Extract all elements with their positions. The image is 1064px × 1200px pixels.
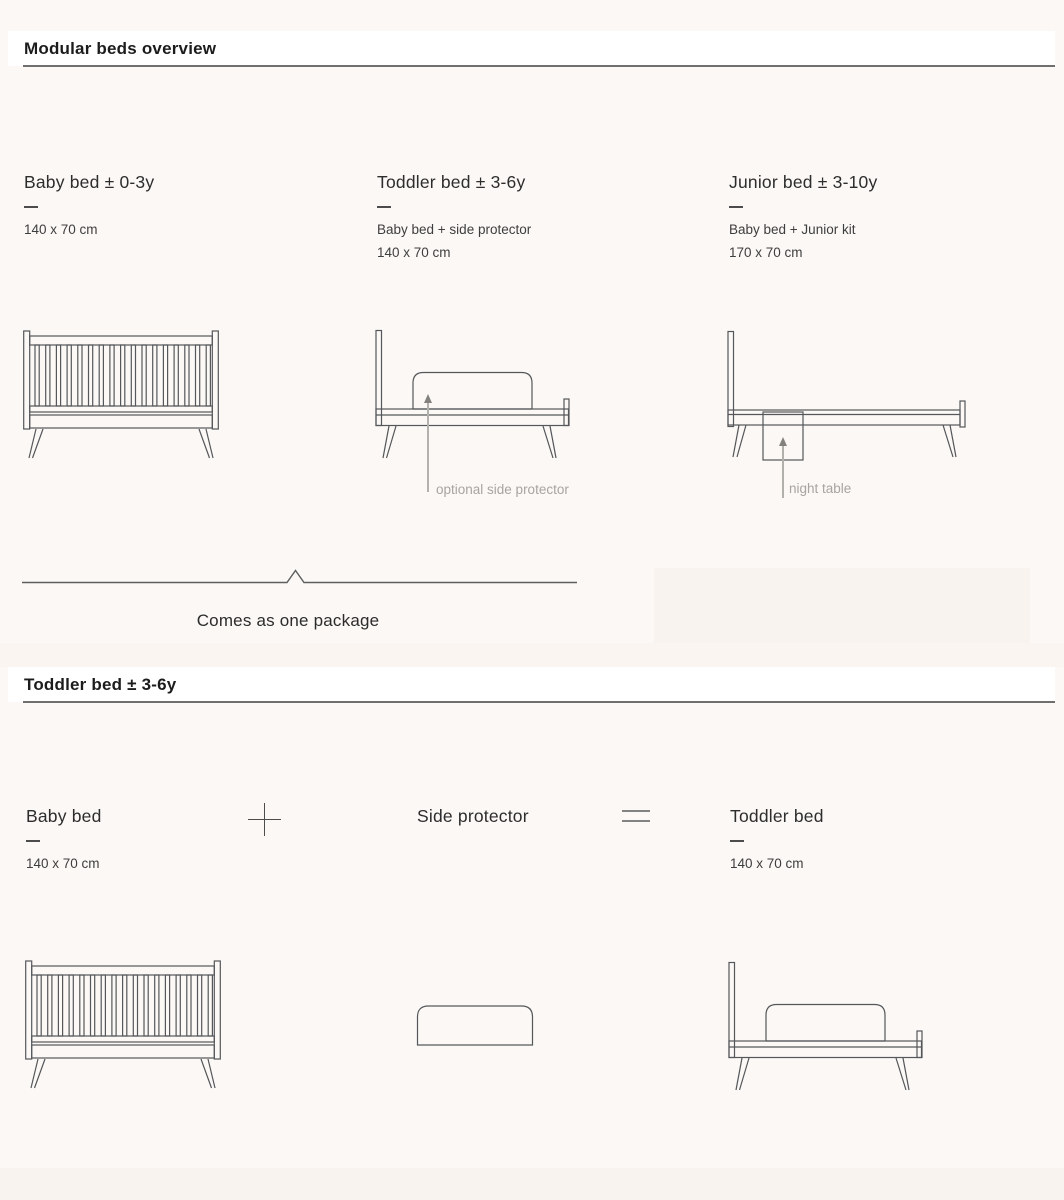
baby-crib-drawing (24, 959, 222, 1091)
part-title: Side protector (417, 806, 529, 826)
bed-size: 140 x 70 cm (24, 222, 98, 237)
package-note: Comes as one package (196, 611, 380, 630)
side-protector-arrow (421, 394, 435, 492)
part-toddler-bed (730, 806, 1060, 875)
equals-icon (622, 810, 650, 824)
part-size: 140 x 70 cm (26, 856, 100, 871)
part-baby-bed (26, 806, 356, 875)
background-tint-footer (0, 1168, 1064, 1200)
background-tint-panel (654, 568, 1030, 643)
section-rule (23, 701, 1055, 703)
section-rule (23, 65, 1055, 67)
baby-crib-drawing (22, 329, 220, 461)
part-title: Toddler bed (730, 806, 824, 826)
package-brace (22, 569, 578, 585)
part-title: Baby bed (26, 806, 102, 826)
column-baby-bed (24, 172, 354, 241)
bed-title: Junior bed ± 3-10y (729, 172, 878, 192)
heading-dash (377, 206, 391, 208)
bed-size: 170 x 70 cm (729, 245, 803, 260)
side-protector-drawing (416, 1004, 534, 1046)
column-junior-bed (729, 172, 1059, 264)
plus-icon (248, 803, 281, 836)
heading-dash (26, 840, 40, 842)
night-table-arrow (776, 437, 790, 498)
side-protector-annotation: optional side protector (436, 482, 569, 497)
arrow-stem (782, 446, 783, 498)
section-title: Toddler bed ± 3-6y (24, 675, 177, 694)
arrow-up-icon (424, 394, 432, 403)
night-table-annotation: night table (789, 481, 852, 496)
heading-dash (24, 206, 38, 208)
heading-dash (729, 206, 743, 208)
bed-composition: Baby bed + side protector (377, 222, 532, 237)
toddler-bed-drawing (727, 961, 926, 1094)
heading-dash (730, 840, 744, 842)
junior-bed-drawing (725, 330, 968, 461)
toddler-bed-drawing (374, 329, 573, 462)
part-side-protector (417, 806, 747, 827)
section-header-toddler (8, 667, 1055, 702)
bed-title: Baby bed ± 0-3y (24, 172, 155, 192)
bed-title: Toddler bed ± 3-6y (377, 172, 526, 192)
column-toddler-bed (377, 172, 707, 264)
background-tint-band (0, 643, 1064, 667)
bed-composition: Baby bed + Junior kit (729, 222, 856, 237)
section-title: Modular beds overview (24, 39, 217, 58)
part-size: 140 x 70 cm (730, 856, 804, 871)
section-header-overview (8, 31, 1055, 66)
bed-size: 140 x 70 cm (377, 245, 451, 260)
arrow-stem (427, 403, 428, 492)
arrow-up-icon (779, 437, 787, 446)
